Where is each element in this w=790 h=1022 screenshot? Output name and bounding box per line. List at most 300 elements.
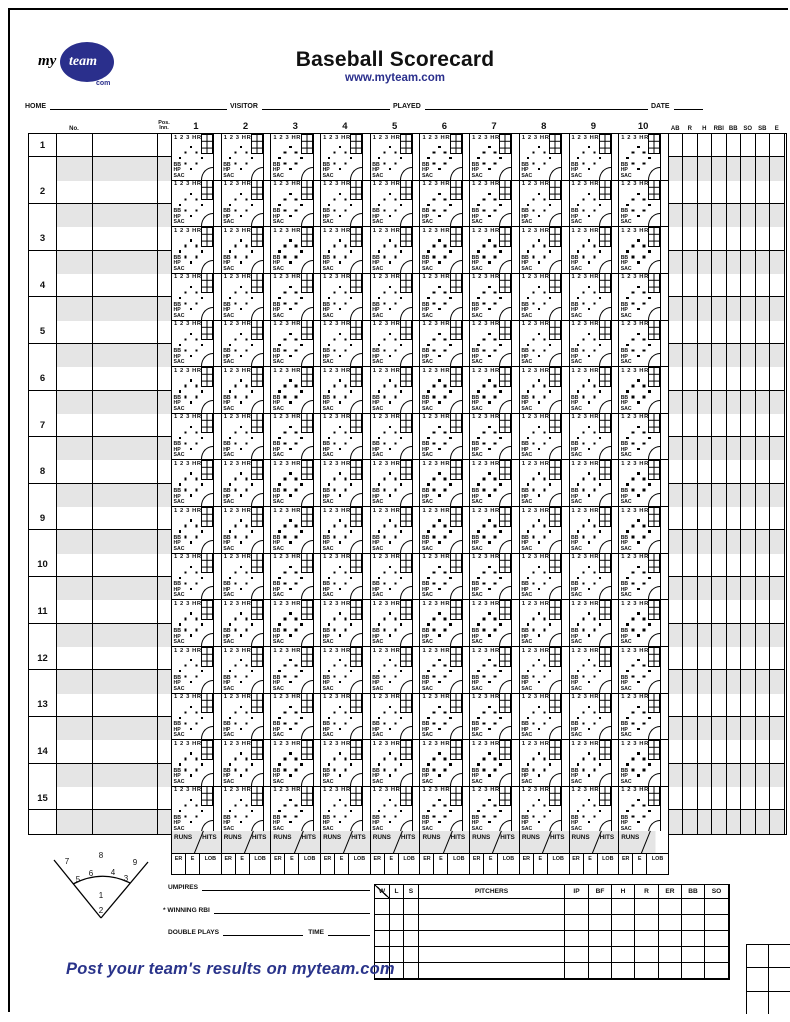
diamond-dots [339, 204, 341, 206]
pitch-count-grid [450, 134, 462, 154]
pitchers-cell-bb [682, 931, 705, 947]
bb-hp-sac-label: BB HP SAC [223, 301, 235, 319]
base-hr-label: 1 2 3 HR [422, 321, 451, 328]
date-blank-line [674, 100, 703, 110]
cell-side-strip [611, 694, 612, 740]
cell-side-strip [561, 507, 562, 553]
pitch-count-grid [251, 413, 263, 433]
hits-label: HITS [400, 833, 416, 841]
corner-arc [301, 400, 313, 413]
diamond-dots [190, 810, 192, 812]
stat-cell-r [683, 134, 698, 181]
stat-cell-r-bottom [683, 810, 697, 833]
scoring-cell-inning-10 [619, 600, 669, 647]
pitchers-cell-pitchers [419, 931, 565, 947]
base-hr-label: 1 2 3 HR [621, 694, 649, 701]
cell-side-strip [263, 740, 264, 786]
player-no-cell-bottom [57, 484, 92, 507]
stat-cell-rbi [712, 460, 727, 507]
cell-side-strip [412, 367, 413, 413]
runs-hits-cell-inning-3 [271, 831, 321, 854]
diamond-dots [637, 670, 639, 672]
pitch-count-grid [450, 180, 462, 200]
bb-hp-sac-label: BB HP SAC [272, 254, 284, 272]
stat-cell-rbi [712, 647, 727, 694]
stat-cell-sb-top [756, 274, 770, 297]
base-hr-label: 1 2 3 HR [372, 274, 401, 281]
base-hr-label: 1 2 3 HR [422, 647, 451, 654]
base-hr-label: 1 2 3 HR [521, 787, 550, 794]
cell-side-strip [611, 460, 612, 506]
pitch-count-grid [201, 460, 213, 480]
base-hr-label: 1 2 3 HR [323, 694, 351, 701]
scoring-cell-inning-7 [470, 227, 520, 274]
pitch-count-grid [499, 180, 511, 200]
base-hr-label: 1 2 3 HR [323, 647, 351, 654]
scoring-cell-inning-7 [470, 367, 520, 414]
diamond-dots [389, 344, 391, 346]
cell-side-strip [313, 787, 314, 833]
stat-cell-bb-top [727, 181, 741, 204]
corner-arc [350, 167, 362, 180]
scoring-cell-inning-1 [172, 554, 222, 601]
cell-side-strip [462, 740, 463, 786]
bb-hp-sac-label: BB HP SAC [322, 348, 334, 366]
pitch-count-grid [301, 367, 313, 387]
bb-hp-sac-label: BB HP SAC [421, 348, 433, 366]
cell-side-strip [412, 554, 413, 600]
corner-arc [400, 586, 412, 599]
base-hr-label: 1 2 3 HR [422, 181, 451, 188]
diamond-dots [488, 157, 490, 159]
cell-side-strip [412, 181, 413, 227]
base-hr-label: 1 2 3 HR [372, 787, 401, 794]
scoring-cell-inning-10 [619, 227, 669, 274]
pitch-count-grid [301, 180, 313, 200]
stat-cell-r-top [683, 367, 697, 390]
stat-cell-h [698, 740, 713, 787]
stat-cell-sb-top [756, 554, 770, 577]
bb-hp-sac-label: BB HP SAC [521, 721, 533, 739]
cell-side-strip [362, 554, 363, 600]
pitch-count-grid [350, 273, 362, 293]
player-row-1 [29, 134, 786, 181]
diamond-dots [438, 437, 440, 439]
stat-cell-so [741, 740, 756, 787]
bb-hp-sac-label: BB HP SAC [471, 254, 483, 272]
bb-hp-sac-label: BB HP SAC [471, 767, 483, 785]
stat-cell-h-top [698, 600, 712, 623]
diamond-dots [190, 297, 192, 299]
stat-cell-ab-bottom [669, 717, 683, 740]
pitch-count-grid [201, 693, 213, 713]
base-hr-label: 1 2 3 HR [422, 227, 451, 234]
corner-arc [201, 167, 213, 180]
row-number-text: 4 [39, 279, 46, 291]
partial-grid-corner [746, 944, 790, 1014]
stat-cell-sb-bottom [756, 251, 770, 274]
stat-cell-e-bottom [770, 484, 784, 507]
runs-hits-cell-inning-6 [420, 831, 470, 854]
pitchers-cell-l [390, 899, 404, 915]
player-no-cell-top [57, 181, 92, 204]
scoring-grid [28, 133, 787, 835]
pitch-count-grid [350, 460, 362, 480]
corner-arc [599, 493, 611, 506]
cell-side-strip [611, 321, 612, 367]
pitch-count-grid [450, 647, 462, 667]
corner-arc [549, 773, 561, 786]
diamond-dots [190, 670, 192, 672]
scoring-cell-inning-3 [271, 600, 321, 647]
corner-arc [400, 633, 412, 646]
stat-cell-sb-top [756, 740, 770, 763]
row-number-cell-bottom [29, 251, 56, 274]
stat-cell-r-top [683, 600, 697, 623]
scoring-cell-inning-9 [570, 600, 620, 647]
stat-cell-so-bottom [741, 297, 755, 320]
pitch-count-grid [450, 507, 462, 527]
er-cell: ER [570, 854, 584, 875]
stat-cell-ab-top [669, 740, 683, 763]
runs-label: RUNS [323, 833, 342, 841]
pitchers-cell-er [659, 947, 682, 963]
bb-hp-sac-label: BB HP SAC [421, 488, 433, 506]
bb-hp-sac-label: BB HP SAC [223, 534, 235, 552]
diamond-dots [637, 763, 639, 765]
stat-cell-bb [727, 554, 742, 601]
pitchers-cell-l [390, 915, 404, 931]
stat-cell-h-top [698, 554, 712, 577]
stat-cell-rbi-bottom [712, 764, 726, 787]
cell-side-strip [511, 181, 512, 227]
pitch-count-grid [450, 413, 462, 433]
scoring-cell-inning-2 [222, 414, 272, 461]
player-no-cell [57, 274, 93, 321]
base-hr-label: 1 2 3 HR [472, 227, 500, 234]
umpires-field [168, 879, 370, 891]
stat-cell-ab [669, 554, 684, 601]
base-hr-label: 1 2 3 HR [174, 321, 202, 328]
stat-cell-e [770, 321, 785, 368]
stat-cell-so-top [741, 134, 755, 157]
footer-slogan: Post your team's results on myteam.com [66, 960, 395, 978]
pitchers-cell-r [635, 947, 659, 963]
base-hr-label: 1 2 3 HR [571, 414, 600, 421]
cell-side-strip [362, 507, 363, 553]
corner-arc [201, 680, 213, 693]
stat-cell-bb-top [727, 460, 741, 483]
cell-side-strip [362, 787, 363, 833]
pitch-count-grid [251, 600, 263, 620]
cell-side-strip [412, 647, 413, 693]
player-name-cell [93, 227, 158, 274]
bb-hp-sac-label: BB HP SAC [272, 581, 284, 599]
runs-hits-cell-inning-9 [570, 831, 620, 854]
cell-side-strip [462, 321, 463, 367]
corner-arc [251, 167, 263, 180]
cell-side-strip [412, 321, 413, 367]
corner-arc [251, 540, 263, 553]
stat-cell-r-top [683, 787, 697, 810]
player-no-cell-top [57, 647, 92, 670]
pitchers-cell-so [705, 963, 729, 979]
stat-cell-bb-bottom [727, 251, 741, 274]
stat-cell-rbi [712, 181, 727, 228]
cell-side-strip [313, 600, 314, 646]
base-hr-label: 1 2 3 HR [422, 134, 451, 141]
corner-arc [301, 540, 313, 553]
corner-arc [499, 633, 511, 646]
corner-arc [549, 586, 561, 599]
diamond-dots [289, 204, 291, 206]
cell-side-strip [313, 460, 314, 506]
scoring-cell-inning-7 [470, 460, 520, 507]
stat-cell-r-top [683, 507, 697, 530]
row-number-cell-top [29, 227, 56, 250]
player-no-cell-bottom [57, 157, 92, 180]
diamond-dots [289, 250, 291, 252]
diamond-dots [190, 437, 192, 439]
pitchers-header-bb: BB [682, 885, 705, 899]
player-name-cell-bottom [93, 670, 157, 693]
pitchers-cell-s [404, 947, 419, 963]
cell-side-strip [412, 460, 413, 506]
corner-arc [450, 400, 462, 413]
player-no-cell-top [57, 554, 92, 577]
stat-cell-so [741, 600, 756, 647]
base-hr-label: 1 2 3 HR [273, 694, 302, 701]
base-hr-label: 1 2 3 HR [174, 647, 202, 654]
corner-arc [251, 680, 263, 693]
base-hr-label: 1 2 3 HR [273, 321, 302, 328]
hits-label: HITS [202, 833, 217, 841]
scoring-cell-inning-5 [371, 787, 421, 834]
pitch-count-grid [301, 460, 313, 480]
scoring-cell-inning-9 [570, 694, 620, 741]
cell-side-strip [412, 787, 413, 833]
player-no-cell-bottom [57, 764, 92, 787]
pitch-count-grid [201, 273, 213, 293]
corner-arc [599, 726, 611, 739]
bb-hp-sac-label: BB HP SAC [322, 488, 334, 506]
scoring-cell-inning-8 [520, 507, 570, 554]
stat-cell-so-bottom [741, 391, 755, 414]
diamond-dots [240, 623, 242, 625]
diamond-dots [637, 623, 639, 625]
bb-hp-sac-label: BB HP SAC [421, 721, 433, 739]
bb-hp-sac-label: BB HP SAC [173, 208, 185, 226]
winning-rbi-label: * WINNING RBI [163, 907, 210, 914]
scoring-cell-inning-8 [520, 554, 570, 601]
scoring-cell-inning-9 [570, 507, 620, 554]
pitch-count-grid [499, 227, 511, 247]
cell-side-strip [561, 367, 562, 413]
scoring-cell-inning-5 [371, 507, 421, 554]
stat-cell-r-bottom [683, 297, 697, 320]
corner-arc [350, 633, 362, 646]
scoring-cell-inning-2 [222, 787, 272, 834]
scoring-cell-inning-8 [520, 694, 570, 741]
player-name-cell-top [93, 181, 157, 204]
bb-hp-sac-label: BB HP SAC [322, 534, 334, 552]
pitch-count-grid [499, 413, 511, 433]
bb-hp-sac-label: BB HP SAC [272, 394, 284, 412]
bb-hp-sac-label: BB HP SAC [521, 301, 533, 319]
logo-com-text: com [96, 80, 111, 87]
stat-cell-sb-bottom [756, 530, 770, 553]
pitchers-cell-l [390, 931, 404, 947]
pitch-count-grid [549, 320, 561, 340]
stat-cell-so-bottom [741, 810, 755, 833]
bb-hp-sac-label: BB HP SAC [471, 208, 483, 226]
player-no-cell [57, 181, 93, 228]
scoring-cell-inning-6 [420, 740, 470, 787]
visitor-label: VISITOR [230, 103, 258, 110]
base-hr-label: 1 2 3 HR [273, 600, 302, 607]
diamond-dots [240, 810, 242, 812]
cell-side-strip [462, 367, 463, 413]
diamond-dots [588, 250, 590, 252]
position-number-4: 4 [110, 868, 116, 877]
scoring-cell-inning-6 [420, 274, 470, 321]
stat-cell-r-top [683, 554, 697, 577]
stat-cell-ab [669, 321, 684, 368]
pitch-count-grid [350, 647, 362, 667]
player-name-cell-top [93, 600, 157, 623]
cell-side-strip [511, 414, 512, 460]
pitch-count-grid [450, 600, 462, 620]
bb-hp-sac-label: BB HP SAC [620, 581, 632, 599]
pitch-count-grid [350, 507, 362, 527]
pitch-count-grid [201, 647, 213, 667]
page-border-top [8, 8, 788, 10]
cell-side-strip [213, 321, 214, 367]
stat-cell-h-bottom [698, 484, 712, 507]
cell-side-strip [511, 740, 512, 786]
base-hr-label: 1 2 3 HR [372, 367, 401, 374]
pitchers-cell-so [705, 915, 729, 931]
cell-side-strip [412, 600, 413, 646]
stat-cell-sb-bottom [756, 577, 770, 600]
stat-cell-so-bottom [741, 251, 755, 274]
cell-side-strip [462, 694, 463, 740]
row-number-text: 8 [39, 466, 46, 478]
pitchers-header-s: S [404, 885, 419, 899]
stat-cell-r [683, 507, 698, 554]
date-field [651, 98, 703, 110]
player-name-cell-bottom [93, 391, 157, 414]
player-name-cell-bottom [93, 437, 157, 460]
scoring-cell-inning-1 [172, 367, 222, 414]
pitch-count-grid [648, 227, 660, 247]
pos-inn-cell-top [158, 554, 171, 577]
pitch-count-grid [549, 413, 561, 433]
cell-side-strip [213, 694, 214, 740]
stat-cell-h-bottom [698, 810, 712, 833]
e-cell: E [186, 854, 200, 875]
player-no-cell-top [57, 367, 92, 390]
stat-cell-bb-top [727, 507, 741, 530]
double-plays-field [168, 924, 370, 936]
stat-cell-h [698, 460, 713, 507]
row-number-cell [29, 321, 57, 368]
er-cell: ER [371, 854, 385, 875]
corner-arc [301, 633, 313, 646]
base-hr-label: 1 2 3 HR [323, 507, 351, 514]
base-hr-label: 1 2 3 HR [323, 600, 351, 607]
corner-arc [400, 167, 412, 180]
pitch-count-grid [301, 413, 313, 433]
scoring-cell-inning-7 [470, 740, 520, 787]
diamond-dots [438, 157, 440, 159]
cell-side-strip [511, 554, 512, 600]
bb-hp-sac-label: BB HP SAC [620, 348, 632, 366]
pitch-count-grid [549, 600, 561, 620]
base-hr-label: 1 2 3 HR [174, 227, 202, 234]
player-name-cell [93, 274, 158, 321]
row-number-cell [29, 227, 57, 274]
bb-hp-sac-label: BB HP SAC [521, 488, 533, 506]
hits-label: HITS [351, 833, 366, 841]
bb-hp-sac-label: BB HP SAC [521, 767, 533, 785]
scoring-cell-inning-9 [570, 367, 620, 414]
cell-side-strip [660, 507, 661, 553]
pitchers-header-w: W [375, 885, 390, 899]
cell-side-strip [660, 321, 661, 367]
stat-cell-h-top [698, 647, 712, 670]
cell-side-strip [362, 321, 363, 367]
row-number-cell [29, 134, 57, 181]
cell-side-strip [660, 554, 661, 600]
pos-inn-cell [158, 600, 172, 647]
base-hr-label: 1 2 3 HR [472, 554, 500, 561]
scoring-cell-inning-6 [420, 227, 470, 274]
diamond-dots [538, 810, 540, 812]
stat-cell-r [683, 600, 698, 647]
cell-side-strip [611, 740, 612, 786]
bb-hp-sac-label: BB HP SAC [372, 721, 384, 739]
scoring-cell-inning-10 [619, 554, 669, 601]
bb-hp-sac-label: BB HP SAC [173, 814, 185, 832]
stat-cell-so-top [741, 227, 755, 250]
corner-arc [400, 307, 412, 320]
row-number-cell [29, 600, 57, 647]
cell-side-strip [660, 694, 661, 740]
bb-hp-sac-label: BB HP SAC [173, 534, 185, 552]
stat-cell-sb-top [756, 647, 770, 670]
base-hr-label: 1 2 3 HR [323, 414, 351, 421]
player-name-cell-bottom [93, 344, 157, 367]
stat-header-sb: SB [758, 126, 767, 132]
scoring-cell-inning-6 [420, 647, 470, 694]
pitchers-cell-bf [589, 931, 612, 947]
runs-hits-divider [641, 831, 652, 855]
diamond-dots [240, 530, 242, 532]
cell-side-strip [263, 787, 264, 833]
stat-cell-bb-bottom [727, 344, 741, 367]
diamond-dots [488, 344, 490, 346]
row-number-cell-bottom [29, 577, 56, 600]
diamond-dots [339, 623, 341, 625]
pitchers-cell-s [404, 915, 419, 931]
diamond-dots [637, 483, 639, 485]
pitch-count-grid [201, 740, 213, 760]
bb-hp-sac-label: BB HP SAC [223, 208, 235, 226]
stat-cell-e [770, 274, 785, 321]
scoring-cell-inning-5 [371, 321, 421, 368]
corner-arc [201, 213, 213, 226]
